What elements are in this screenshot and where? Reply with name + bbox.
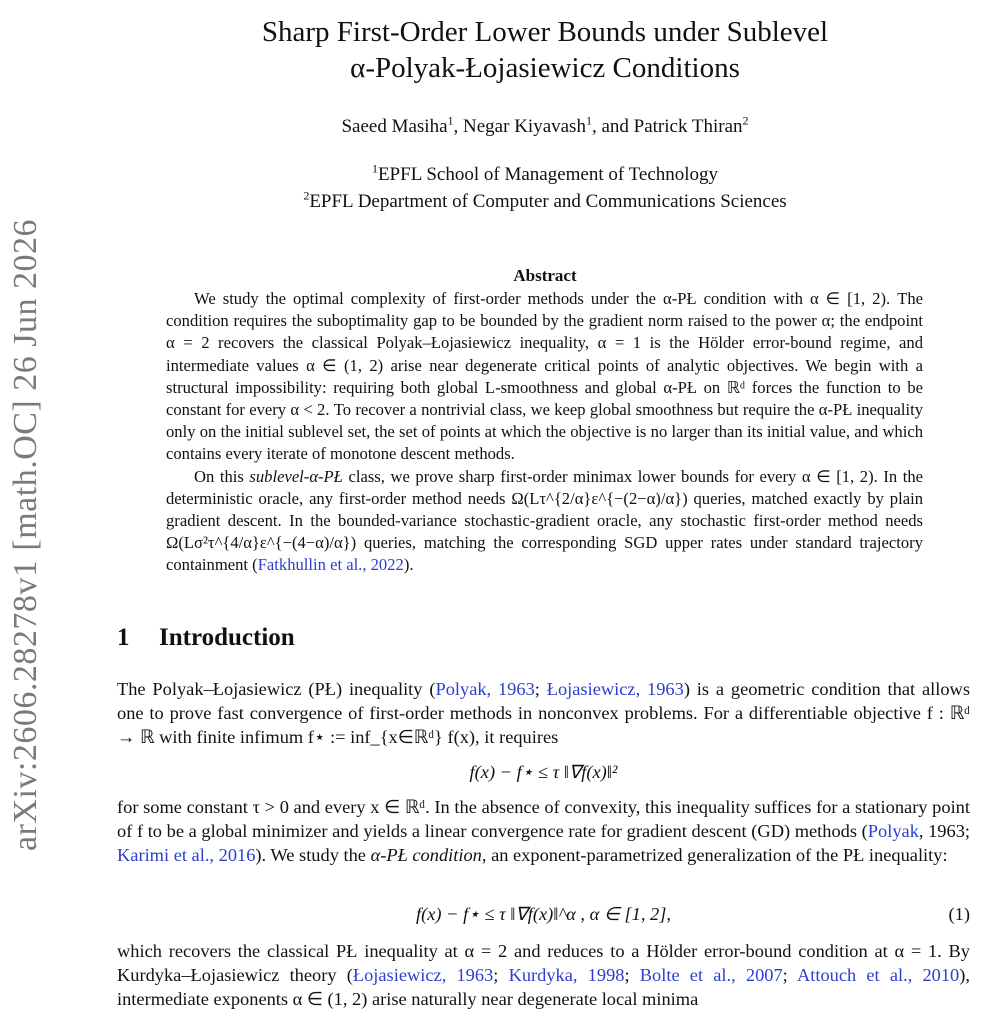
affiliation-text: EPFL School of Management of Technology <box>377 164 719 185</box>
arxiv-identifier: arXiv:2606.28278v1 [math.OC] 26 Jun 2026 <box>7 219 44 851</box>
author-separator: , <box>453 116 464 137</box>
abstract-body <box>166 288 923 577</box>
author-name: Saeed Masiha <box>341 116 448 137</box>
affiliation-mark: 1 <box>371 161 378 176</box>
author-list <box>120 113 970 138</box>
citation-link-attouch[interactable]: Attouch et al., 2010 <box>796 965 960 986</box>
title-line-1: Sharp First-Order Lower Bounds under Sublevel <box>261 16 829 48</box>
citation-link-bolte[interactable]: Bolte et al., 2007 <box>639 965 783 986</box>
citation-link-polyak-2[interactable]: Polyak <box>867 821 919 842</box>
author-separator: , and <box>591 116 634 137</box>
section-title: Introduction <box>159 624 295 651</box>
text-run: for some constant τ > 0 and every x ∈ ℝᵈ. In the absence of convexity, this inequality suffices for a stationary point of f to be a global minimizer and yields a linear convergence rate for gradient descent (GD) methods ( <box>117 797 970 842</box>
equation-alpha-pl <box>117 904 970 925</box>
author-name: Patrick Thiran <box>633 116 743 137</box>
text-run: The Polyak–Łojasiewicz (PŁ) inequality ( <box>117 679 436 699</box>
section-number: 1 <box>117 624 130 651</box>
text-run: On this <box>194 466 250 486</box>
affiliations <box>120 161 970 215</box>
citation-link-fatkhullin[interactable]: Fatkhullin et al., 2022 <box>257 555 404 575</box>
affiliation-text: EPFL Department of Computer and Communications Sciences <box>309 191 787 212</box>
arxiv-sidebar <box>6 190 46 880</box>
text-run: ; <box>782 965 797 986</box>
abstract-paragraph-2 <box>166 466 923 577</box>
section-heading <box>117 624 295 652</box>
citation-link-polyak[interactable]: Polyak, 1963 <box>435 679 535 699</box>
text-run: ) is a geometric condition that allows one to prove fast convergence of first-order methods in nonconvex problems. For a differentiable objective f : ℝᵈ → ℝ with finite infimum f⋆ := inf_{x∈ℝᵈ} f(x), it requires <box>117 679 970 748</box>
text-run: ), intermediate exponents α ∈ (1, 2) arise naturally near degenerate local minima <box>117 965 970 1010</box>
abstract-heading: Abstract <box>513 266 577 285</box>
text-run: ). We study the <box>255 845 371 866</box>
citation-link-lojasiewicz[interactable]: Łojasiewicz, 1963 <box>546 679 684 699</box>
emphasis-text: α-PŁ condition <box>370 845 482 866</box>
title-line-2: α-Polyak-Łojasiewicz Conditions <box>350 52 740 84</box>
intro-paragraph-2 <box>117 795 970 868</box>
emphasis-text: sublevel-α-PŁ <box>249 466 343 486</box>
text-run: ). <box>403 555 414 575</box>
intro-paragraph-1 <box>117 677 970 750</box>
affiliation-2 <box>120 188 970 215</box>
text-run: , an exponent-parametrized generalization of the PŁ inequality: <box>481 845 948 866</box>
citation-link-lojasiewicz-2[interactable]: Łojasiewicz, 1963 <box>352 965 494 986</box>
citation-link-karimi[interactable]: Karimi et al., 2016 <box>117 845 256 866</box>
author-affiliation-mark: 1 <box>585 113 592 128</box>
author-affiliation-mark: 2 <box>742 113 749 128</box>
affiliation-mark: 2 <box>303 188 310 203</box>
author-affiliation-mark: 1 <box>447 113 454 128</box>
author-name: Negar Kiyavash <box>463 116 586 137</box>
citation-link-kurdyka[interactable]: Kurdyka, 1998 <box>508 965 625 986</box>
text-run: ; <box>534 679 547 699</box>
intro-paragraph-3 <box>117 939 970 1012</box>
text-run: class, we prove sharp first-order minimax lower bounds for every α ∈ [1, 2). In the deterministic oracle, any first-order method needs Ω(Lτ^{2/α}ε^{−(2−α)/α}) queries, matched exactly by plain gradient descent. In the bounded-variance stochastic-gradient oracle, any stochastic first-order method needs Ω(Lσ²τ^{4/α}ε^{−(4−α)/α}) queries, matching the corresponding SGD upper rates under standard trajectory containment ( <box>166 466 923 575</box>
text-run: which recovers the classical PŁ inequality at α = 2 and reduces to a Hölder error-bound condition at α = 1. By Kurdyka–Łojasiewicz theory ( <box>117 941 970 986</box>
text-run: , 1963; <box>918 821 971 842</box>
equation-text: f(x) − f⋆ ≤ τ ‖∇f(x)‖² <box>469 762 618 782</box>
abstract-paragraph-1: We study the optimal complexity of first-order methods under the α-PŁ condition with α ∈ [1, 2). The condition requires the suboptimality gap to be bounded by the gradient norm raised to the power α; the endpoint α = 2 recovers the classical Polyak–Łojasiewicz inequality, α = 1 is the Hölder error-bound regime, and intermediate values α ∈ (1, 2) arise near degenerate critical points of analytic objectives. We begin with a structural impossibility: requiring both global L-smoothness and global α-PŁ on ℝᵈ forces the function to be constant for every α < 2. To recover a nontrivial class, we keep global smoothness but require the α-PŁ inequality only on the initial sublevel set, the set of points at which the objective is no larger than its initial value, and which contains every iterate of monotone descent methods. <box>166 289 923 464</box>
equation-number: (1) <box>948 904 970 924</box>
equation-pl <box>117 762 970 783</box>
equation-text: f(x) − f⋆ ≤ τ ‖∇f(x)‖^α , α ∈ [1, 2], <box>416 904 671 924</box>
paper-title <box>120 14 970 86</box>
affiliation-1 <box>120 161 970 188</box>
text-run: ; <box>493 965 509 986</box>
text-run: ; <box>624 965 640 986</box>
